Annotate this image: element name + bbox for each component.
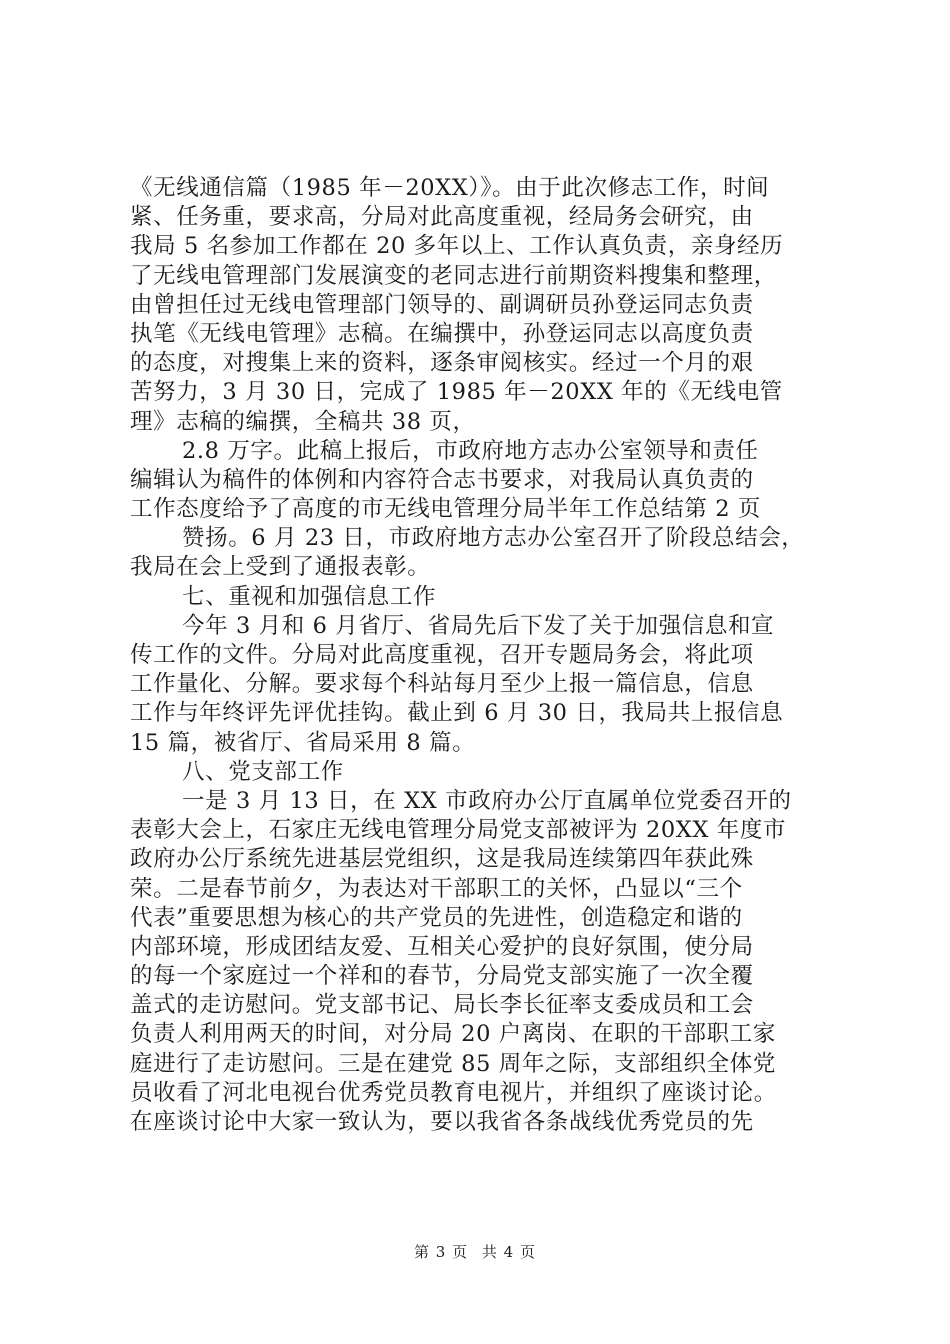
text-line: 工作量化、分解。要求每个科站每月至少上报一篇信息，信息 <box>130 671 754 698</box>
text-line: 执笔《无线电管理》志稿。在编撰中，孙登运同志以高度负责 <box>130 320 754 347</box>
text-line: 理》志稿的编撰，全稿共 38 页， <box>130 408 476 435</box>
text-line: 的态度，对搜集上来的资料，逐条审阅核实。经过一个月的艰 <box>130 350 754 377</box>
text-line: 工作态度给予了高度的市无线电管理分局半年工作总结第 2 页 <box>130 496 762 523</box>
text-line: 代表”重要思想为核心的共产党员的先进性，创造稳定和谐的 <box>130 904 743 931</box>
text-line: 负责人利用两天的时间，对分局 20 户离岗、在职的干部职工家 <box>130 1021 776 1048</box>
text-line: 政府办公厅系统先进基层党组织，这是我局连续第四年获此殊 <box>130 846 754 873</box>
text-line: 15 篇，被省厅、省局采用 8 篇。 <box>130 729 476 756</box>
text-line: 盖式的走访慰问。党支部书记、局长李长征率支委成员和工会 <box>130 992 754 1019</box>
text-line: 了无线电管理部门发展演变的老同志进行前期资料搜集和整理， <box>130 262 777 289</box>
text-line: 表彰大会上，石家庄无线电管理分局党支部被评为 20XX 年度市 <box>130 817 787 844</box>
text-line: 我局 5 名参加工作都在 20 多年以上、工作认真负责，亲身经历 <box>130 233 784 260</box>
text-line: 工作与年终评先评优挂钩。截止到 6 月 30 日，我局共上报信息 <box>130 700 784 727</box>
document-body <box>130 174 830 1137</box>
page-number-current: 第 3 页 <box>414 1243 469 1261</box>
text-line: 由曾担任过无线电管理部门领导的、副调研员孙登运同志负责 <box>130 291 754 318</box>
text-line: 的每一个家庭过一个祥和的春节，分局党支部实施了一次全覆 <box>130 963 754 990</box>
text-line: 庭进行了走访慰问。三是在建党 85 周年之际，支部组织全体党 <box>130 1050 776 1077</box>
text-line: 传工作的文件。分局对此高度重视，召开专题局务会，将此项 <box>130 642 754 668</box>
text-line: 内部环境，形成团结友爱、互相关心爱护的良好氛围，使分局 <box>130 933 754 960</box>
text-line: 一是 3 月 13 日，在 XX 市政府办公厅直属单位党委召开的 <box>182 787 792 814</box>
page-footer <box>0 1242 950 1262</box>
text-line: 《无线通信篇（1985 年－20XX）》。由于此次修志工作，时间 <box>130 175 770 201</box>
section-heading: 八、党支部工作 <box>182 758 344 785</box>
text-line: 员收看了河北电视台优秀党员教育电视片，并组织了座谈讨论。 <box>130 1079 777 1106</box>
text-line: 紧、任务重，要求高，分局对此高度重视，经局务会研究，由 <box>130 204 754 231</box>
text-line: 2.8 万字。此稿上报后，市政府地方志办公室领导和责任 <box>182 437 759 464</box>
page-number-total: 共 4 页 <box>481 1243 536 1261</box>
text-line: 我局在会上受到了通报表彰。 <box>130 554 431 581</box>
section-heading: 七、重视和加强信息工作 <box>182 583 437 610</box>
text-line: 编辑认为稿件的体例和内容符合志书要求，对我局认真负责的 <box>130 466 754 493</box>
text-line: 荣。二是春节前夕，为表达对干部职工的关怀，凸显以“三个 <box>130 875 743 902</box>
text-line: 在座谈讨论中大家一致认为，要以我省各条战线优秀党员的先 <box>130 1109 754 1135</box>
text-line: 赞扬。6 月 23 日，市政府地方志办公室召开了阶段总结会， <box>182 525 805 552</box>
text-line: 苦努力，3 月 30 日，完成了 1985 年－20XX 年的《无线电管 <box>130 379 783 406</box>
text-line: 今年 3 月和 6 月省厅、省局先后下发了关于加强信息和宣 <box>182 612 775 639</box>
